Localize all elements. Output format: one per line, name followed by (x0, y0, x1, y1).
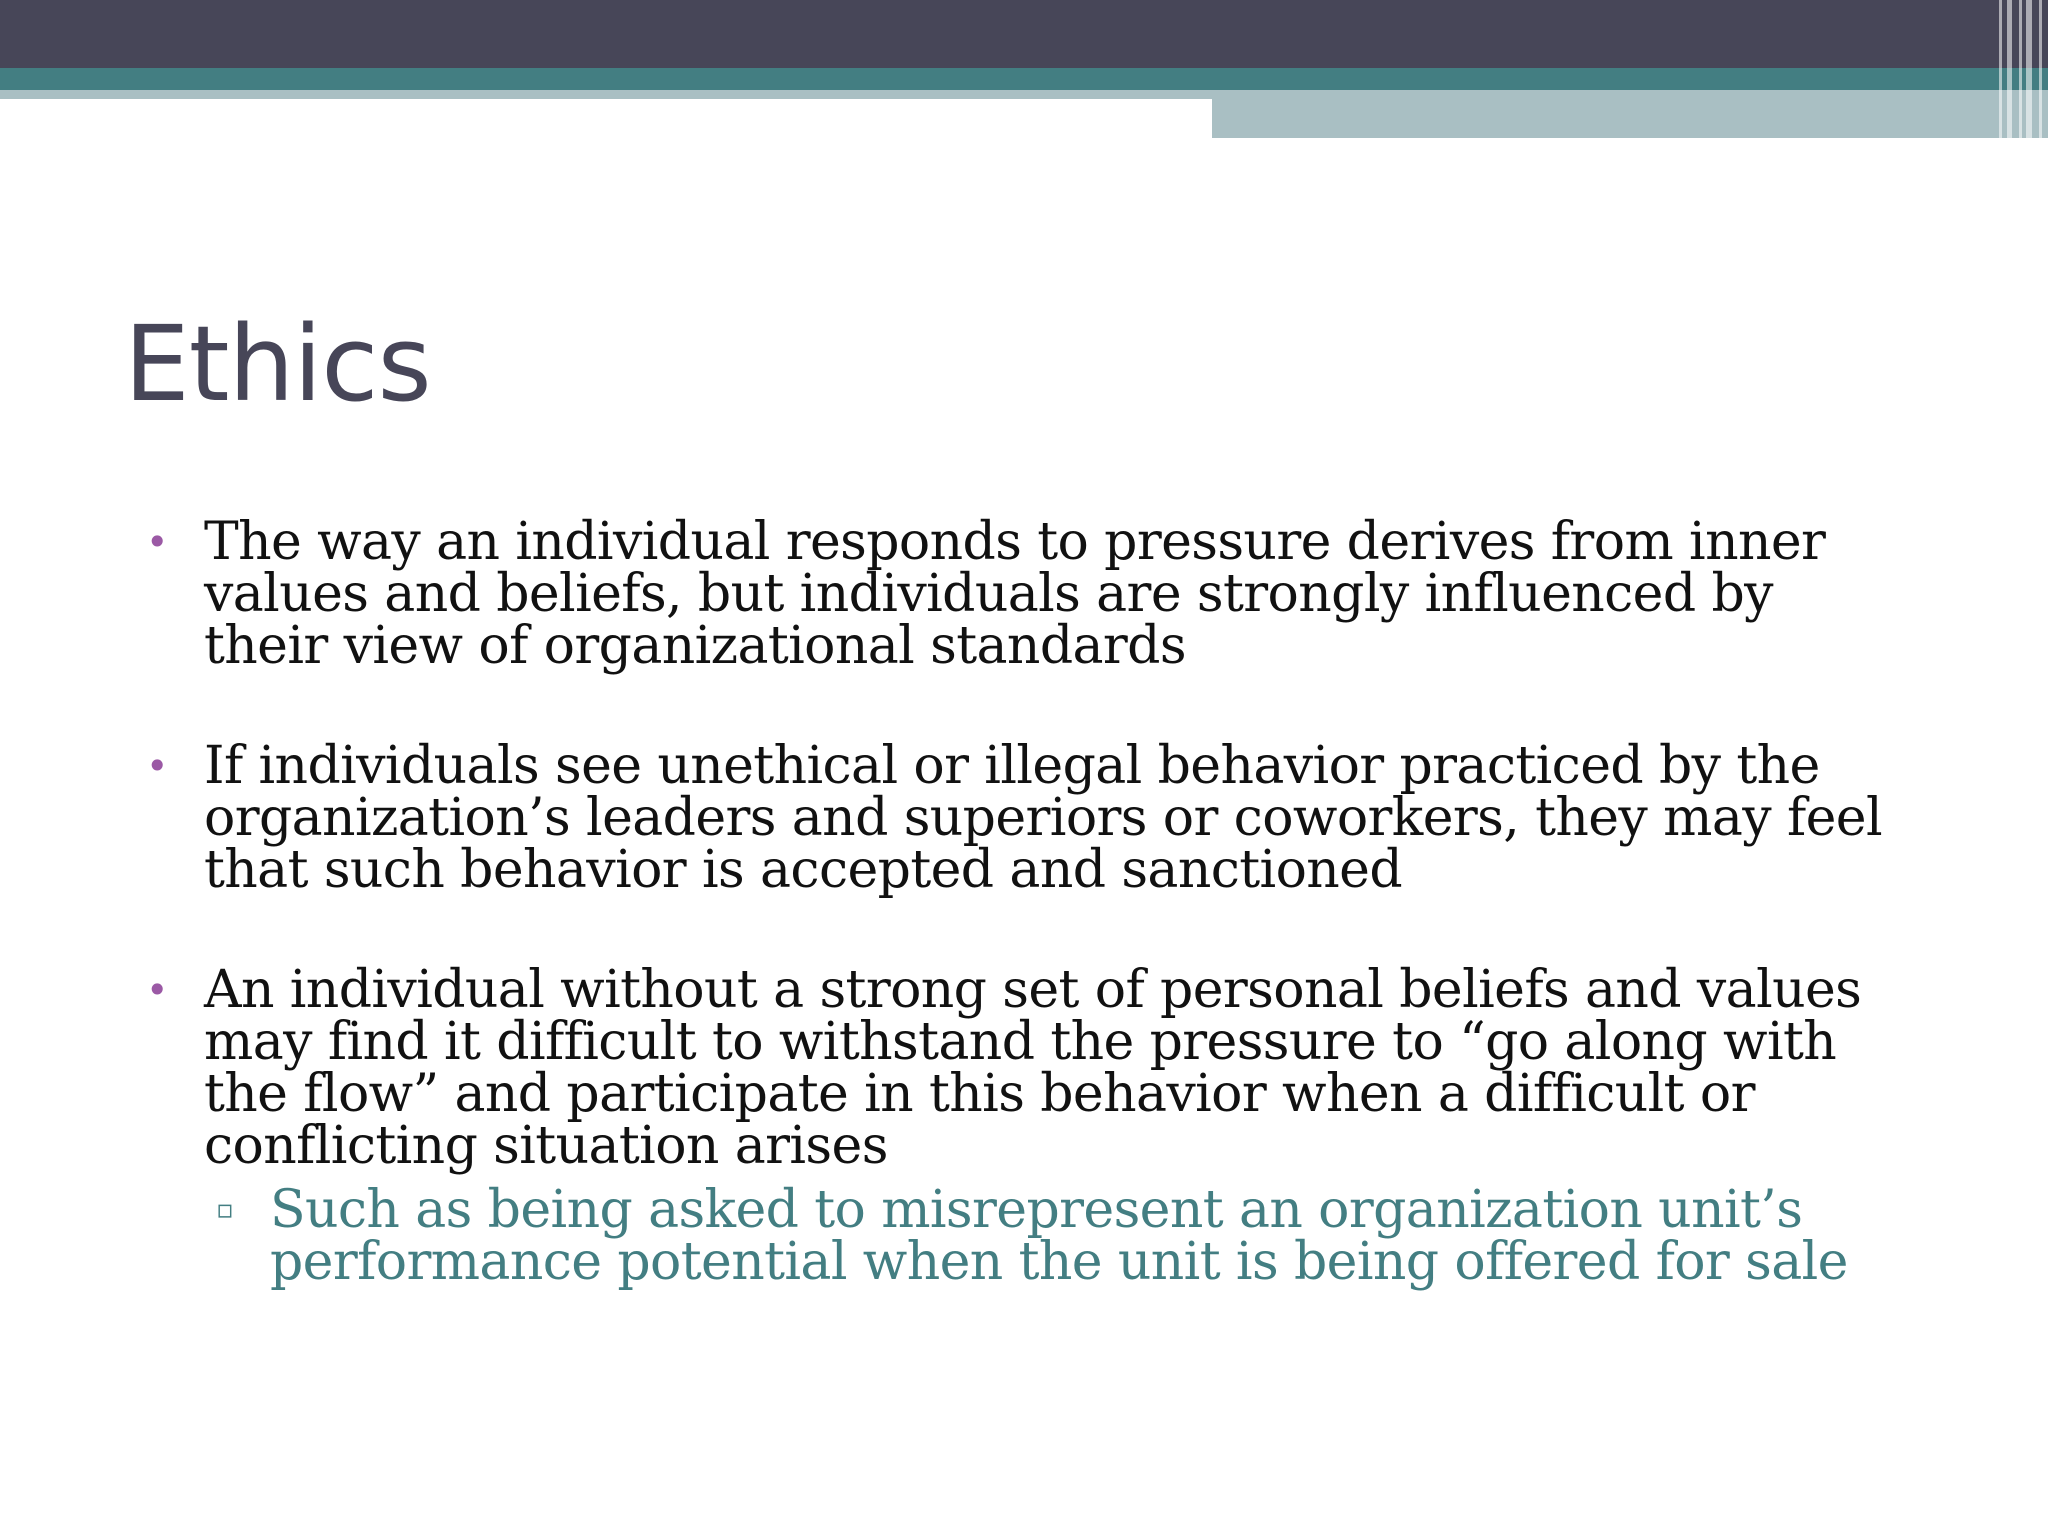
bullet-dot-icon: • (146, 968, 168, 1012)
bullet-dot-icon: • (146, 744, 168, 788)
header-band-teal (0, 68, 2048, 90)
header-band-light-left (0, 90, 1212, 99)
stripe (2007, 0, 2012, 138)
slide-title: Ethics (124, 303, 431, 425)
bullet-item (146, 960, 1906, 1176)
bullet-list (146, 512, 1906, 1292)
header-band-dark (0, 0, 2048, 68)
bullet-text: The way an individual responds to pressure derives from inner values and beliefs, but individuals are strongly influenced by their view of organizational standards (204, 512, 1826, 676)
header-band-light-right (1212, 90, 2048, 138)
square-bullet-icon: ▫ (216, 1195, 234, 1225)
bullet-text: If individuals see unethical or illegal behavior practiced by the organization’s leaders and superiors or coworkers, they may feel that such behavior is accepted and sanctioned (204, 736, 1882, 900)
header-decorative-stripes (1984, 0, 2048, 138)
stripe (2019, 0, 2022, 138)
bullet-text: An individual without a strong set of personal beliefs and values may find it difficult to withstand the pressure to “go along with the flow” and participate in this behavior when a difficult or conflicting situation arises (204, 960, 1862, 1176)
stripe (1999, 0, 2002, 138)
bullet-dot-icon: • (146, 520, 168, 564)
bullet-item (146, 512, 1906, 676)
sub-bullet-text: Such as being asked to misrepresent an organization unit’s performance potential when the unit is being offered for sale (270, 1180, 1848, 1292)
stripe (2026, 0, 2032, 138)
sub-bullet-item (146, 1180, 1906, 1292)
bullet-item (146, 736, 1906, 900)
stripe (2039, 0, 2042, 138)
